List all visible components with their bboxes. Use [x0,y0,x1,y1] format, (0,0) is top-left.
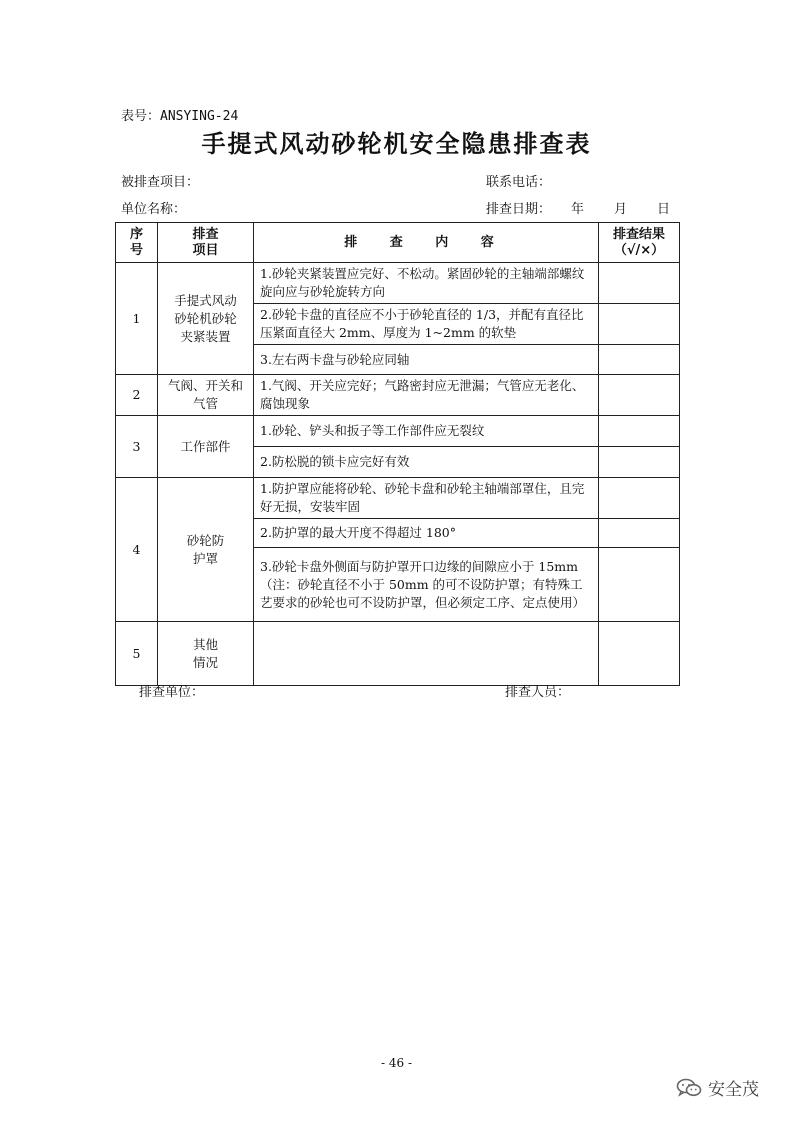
watermark-text: 安全茂 [708,1080,759,1100]
inspection-content: 3.砂轮卡盘外侧面与防护罩开口边缘的间隙应小于 15mm（注：砂轮直径不小于 50mm 的可不设防护罩；有特殊工艺要求的砂轮也可不设防护罩，但必须定工序、定点使用） [254,548,599,622]
result-cell[interactable] [599,622,680,686]
document-title: 手提式风动砂轮机安全隐患排查表 [201,130,592,158]
result-cell[interactable] [599,345,680,375]
header-result: 排查结果 （√/×） [599,223,680,263]
form-number: 表号：ANSYING-24 [121,109,239,124]
row-number: 2 [116,375,158,416]
contact-label: 联系电话： [486,175,552,190]
table-row [116,416,680,447]
inspection-unit-label: 排查单位： [139,685,205,700]
header-no: 序 号 [116,223,158,263]
row-number: 5 [116,622,158,686]
row-number: 1 [116,263,158,375]
inspector-label: 排查人员： [505,685,571,700]
inspection-content: 2.防护罩的最大开度不得超过 180° [254,519,599,548]
inspection-item: 手提式风动 砂轮机砂轮 夹紧装置 [158,263,254,375]
date-month: 月 [614,202,628,217]
table-row [116,375,680,416]
result-cell[interactable] [599,447,680,478]
inspection-content: 1.砂轮夹紧装置应完好、不松动。紧固砂轮的主轴端部螺纹旋向应与砂轮旋转方向 [254,263,599,304]
other-notes-cell[interactable] [254,622,599,686]
table-row [116,263,680,304]
result-cell[interactable] [599,263,680,304]
result-cell[interactable] [599,304,680,345]
date-day: 日 [657,202,671,217]
page-number: - 46 - [380,1056,412,1070]
result-cell[interactable] [599,519,680,548]
watermark [676,1075,759,1100]
date-label: 排查日期： [486,202,552,217]
inspection-content: 1.防护罩应能将砂轮、砂轮卡盘和砂轮主轴端部罩住，且完好无损，安装牢固 [254,478,599,519]
project-label: 被排查项目： [121,175,200,190]
inspection-item: 气阀、开关和 气管 [158,375,254,416]
result-cell[interactable] [599,416,680,447]
inspection-content: 3.左右两卡盘与砂轮应同轴 [254,345,599,375]
result-cell[interactable] [599,478,680,519]
inspection-content: 1.气阀、开关应完好；气路密封应无泄漏；气管应无老化、腐蚀现象 [254,375,599,416]
wechat-icon [676,1078,702,1098]
row-number: 4 [116,478,158,622]
inspection-content: 1.砂轮、铲头和扳子等工作部件应无裂纹 [254,416,599,447]
inspection-item: 工作部件 [158,416,254,478]
header-content: 排 查 内 容 [254,223,599,263]
result-cell[interactable] [599,375,680,416]
inspection-content: 2.砂轮卡盘的直径应不小于砂轮直径的 1/3，并配有直径比压紧面直径大 2mm、厚度为 1~2mm 的软垫 [254,304,599,345]
inspection-table [115,222,680,686]
header-item: 排查 项目 [158,223,254,263]
inspection-date [486,198,670,217]
inspection-item: 其他 情况 [158,622,254,686]
inspection-item: 砂轮防 护罩 [158,478,254,622]
table-header-row [116,223,680,263]
row-number: 3 [116,416,158,478]
table-row [116,478,680,519]
date-year: 年 [571,202,585,217]
unit-name-label: 单位名称： [121,202,187,217]
table-row [116,622,680,686]
result-cell[interactable] [599,548,680,622]
inspection-content: 2.防松脱的锁卡应完好有效 [254,447,599,478]
